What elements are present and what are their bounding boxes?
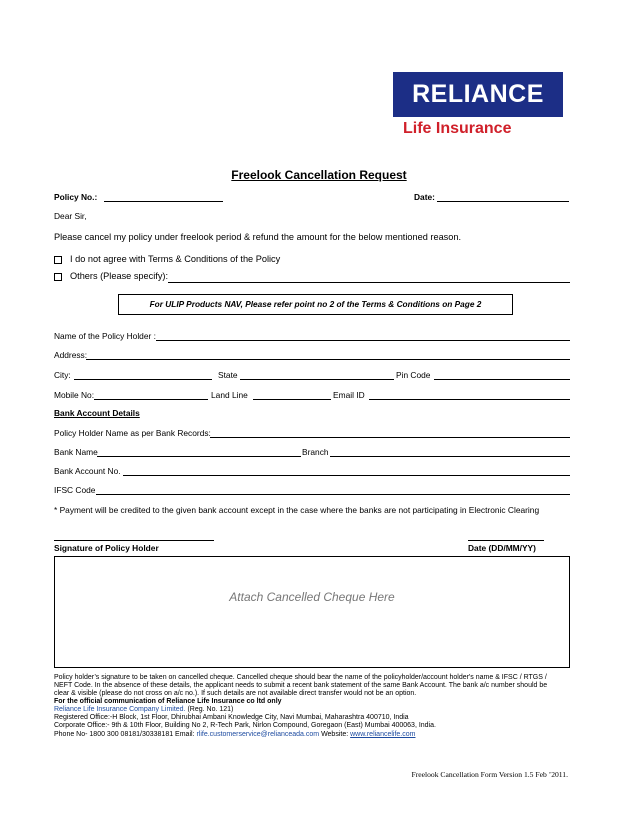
logo-subtitle: Life Insurance [403,120,512,137]
website-link[interactable]: www.reliancelife.com [350,731,416,738]
state-label: State [218,370,238,380]
email-link[interactable]: rlife.customerservice@relianceada.com [196,731,320,738]
pin-label: Pin Code [396,370,431,380]
bank-heading: Bank Account Details [54,408,140,418]
footer-company-line [54,706,233,713]
address-field[interactable] [86,359,570,360]
website-label: Website: [321,731,349,738]
option-others[interactable] [54,271,168,281]
payment-note: * Payment will be credited to the given bank account except in the case where the banks are not participating in Electronic Clearing [54,505,540,515]
option-terms-label: I do not agree with Terms & Conditions of the Policy [70,254,281,264]
form-version: Freelook Cancellation Form Version 1.5 Feb ’2011. [411,770,568,779]
phone-text: Phone No- 1800 300 08181/30338181 Email: [54,731,195,738]
branch-label: Branch [302,447,329,457]
logo-brand: RELIANCE [412,80,544,108]
registered-office: Registered Office:-H Block, 1st Floor, Dhirubhai Ambani Knowledge City, Navi Mumbai, Maharashtra 400710, India [54,714,409,721]
signature-label: Signature of Policy Holder [54,543,159,553]
request-text: Please cancel my policy under freelook period & refund the amount for the below mentioned reason. [54,232,462,242]
cheque-placeholder: Attach Cancelled Cheque Here [229,590,395,604]
landline-field[interactable] [253,399,331,400]
option-others-label: Others (Please specify): [70,271,169,281]
mobile-field[interactable] [94,399,208,400]
email-label: Email ID [333,390,365,400]
account-no-field[interactable] [123,475,570,476]
company-name: Reliance Life Insurance Company Limited. [54,706,186,713]
address-label: Address: [54,350,88,360]
contact-line [54,731,415,738]
reliance-logo [393,72,563,117]
state-field[interactable] [240,379,394,380]
cheque-attach-area[interactable] [54,556,570,668]
ifsc-field[interactable] [96,494,570,495]
pin-field[interactable] [434,379,570,380]
ulip-nav-banner: For ULIP Products NAV, Please refer point no 2 of the Terms & Conditions on Page 2 [118,294,513,315]
footer-line-3: clear & visible (please do not cross on a/c no.). If such details are not available direct transfer would not be an option. [54,690,417,697]
policy-label: Policy No.: [54,192,98,202]
email-field[interactable] [369,399,570,400]
company-reg: (Reg. No. 121) [187,706,234,713]
mobile-label: Mobile No: [54,390,95,400]
landline-label: Land Line [211,390,248,400]
policy-number-field[interactable] [104,201,223,202]
sig-date-line[interactable] [468,540,544,541]
salutation: Dear Sir, [54,211,87,221]
branch-field[interactable] [330,456,570,457]
date-field[interactable] [437,201,569,202]
footer-line-1: Policy holder’s signature to be taken on cancelled cheque. Cancelled cheque should bear the name of the policyholder/account holder's name & IFSC / RTGS / [54,674,547,681]
corporate-office: Corporate Office:- 9th & 10th Floor, Building No 2, R-Tech Park, Nirlon Compound, Goregaon (East) Mumbai 400063, India. [54,722,436,729]
holder-name-label: Name of the Policy Holder : [54,331,156,341]
city-label: City: [54,370,71,380]
ifsc-label: IFSC Code [54,485,96,495]
city-field[interactable] [74,379,212,380]
account-no-label: Bank Account No. [54,466,121,476]
footer-official: For the official communication of Reliance Life Insurance co ltd only [54,698,282,705]
checkbox-icon[interactable] [54,273,62,281]
option-terms[interactable] [54,254,280,264]
form-title: Freelook Cancellation Request [231,168,407,182]
sig-date-label: Date (DD/MM/YY) [468,543,536,553]
bank-name-label: Bank Name [54,447,98,457]
bank-holder-field[interactable] [210,437,570,438]
bank-name-field[interactable] [97,456,301,457]
date-label: Date: [414,192,435,202]
signature-line[interactable] [54,540,214,541]
footer-line-2: NEFT Code. In the absence of these details, the applicant needs to submit a recent bank statement of the same Bank Account. The bank a/c number should be [54,682,548,689]
bank-holder-label: Policy Holder Name as per Bank Records: [54,428,211,438]
checkbox-icon[interactable] [54,256,62,264]
others-specify-field[interactable] [168,282,570,283]
holder-name-field[interactable] [156,340,570,341]
